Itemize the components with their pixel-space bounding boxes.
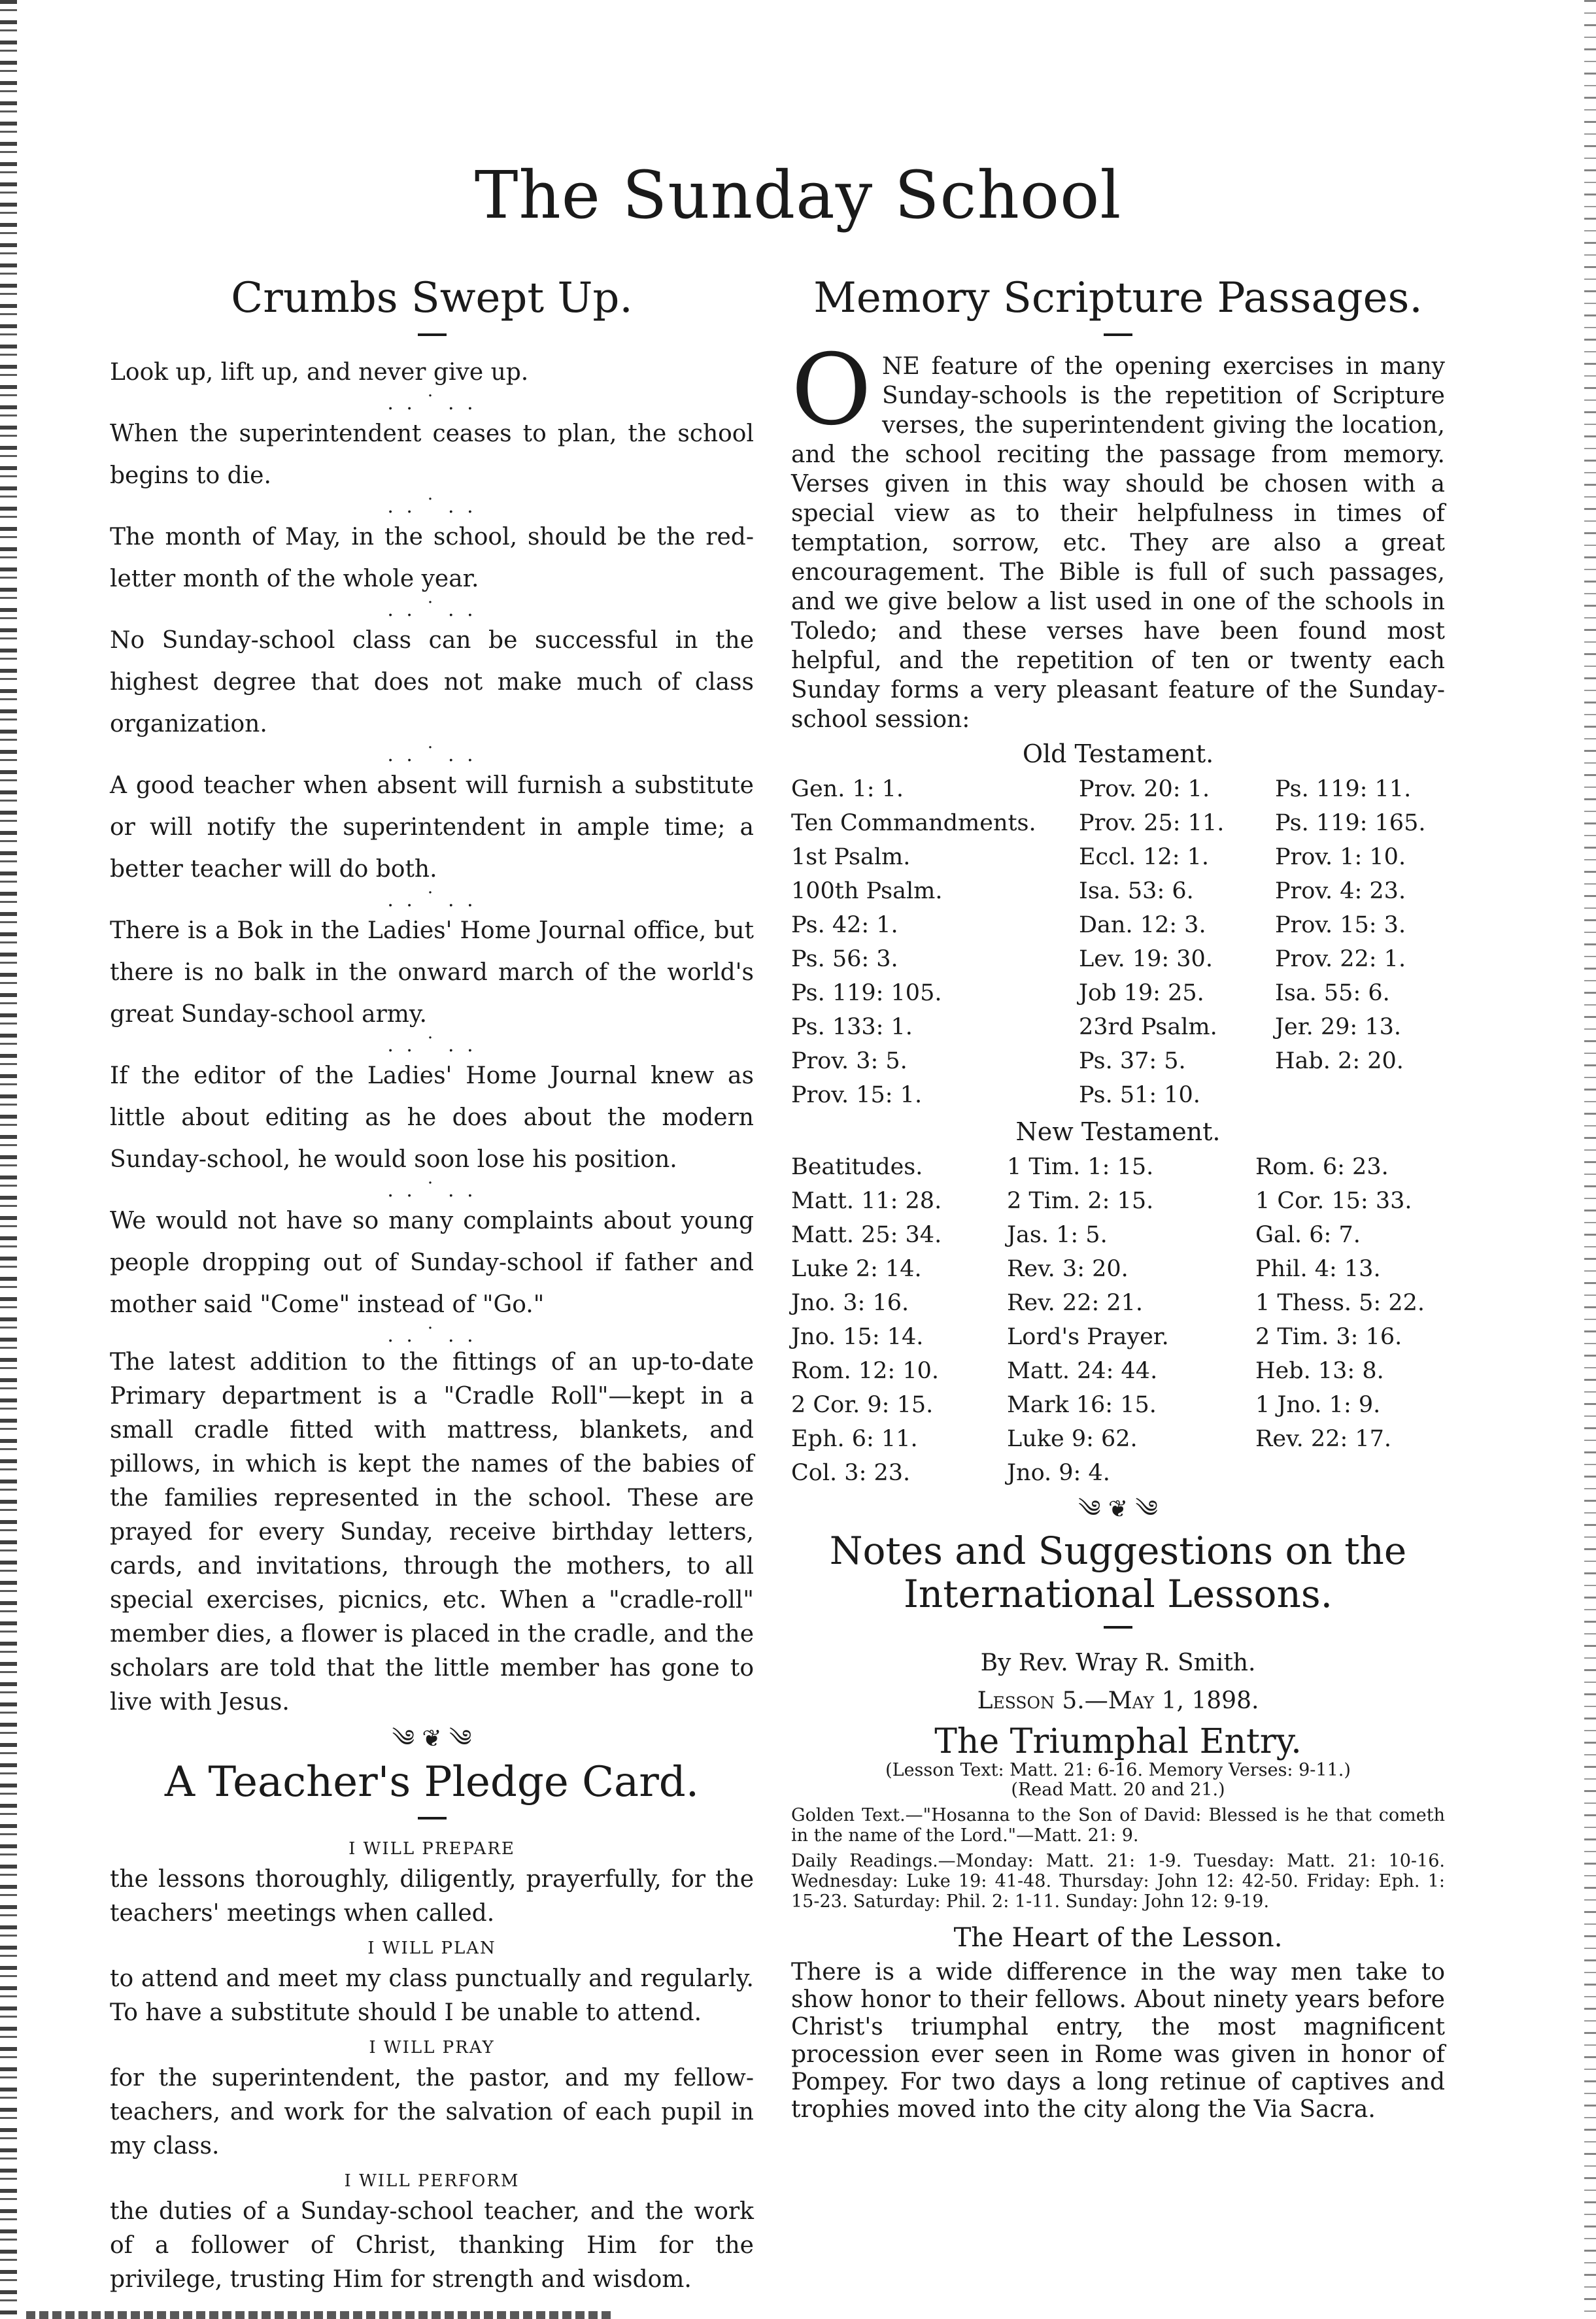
pledge-item-text: to attend and meet my class punctually and regularly. To have a substitute should I be unable to attend. [110, 1965, 754, 2027]
scripture-ref: Luke 2: 14. [791, 1255, 922, 1282]
scripture-ref: Isa. 55: 6. [1275, 979, 1390, 1006]
heading-rule [1104, 1626, 1132, 1629]
page-title: The Sunday School [474, 157, 1122, 233]
scripture-ref: 1 Jno. 1: 9. [1255, 1391, 1381, 1418]
separator-dots: . . ˙ . . [387, 888, 477, 911]
heart-heading: The Heart of the Lesson. [953, 1922, 1283, 1953]
scripture-ref [1275, 1078, 1445, 1112]
scripture-ref: 1st Psalm. [791, 843, 911, 870]
scripture-ref: Ps. 119: 11. [1275, 775, 1412, 802]
scripture-ref: Prov. 22: 1. [1275, 945, 1406, 972]
lesson-text-ref: (Lesson Text: Matt. 21: 6-16. Memory Verses: 9-11.) [885, 1759, 1351, 1780]
scripture-ref: 2 Cor. 9: 15. [791, 1391, 934, 1418]
scripture-ref [1255, 1456, 1445, 1490]
memory-heading: Memory Scripture Passages. [813, 274, 1423, 322]
crumb-paragraph: If the editor of the Ladies' Home Journal knew as little about editing as he does about the modern Sunday-school, he would soon lose his position. [110, 1062, 754, 1173]
scripture-ref: Rev. 22: 21. [1007, 1289, 1144, 1316]
scripture-ref: Jas. 1: 5. [1007, 1221, 1108, 1248]
crumb-paragraph: Look up, lift up, and never give up. [110, 358, 529, 386]
scripture-ref: Ps. 37: 5. [1079, 1047, 1186, 1074]
pledge-heading: A Teacher's Pledge Card. [164, 1757, 700, 1806]
pledge-item-text: the lessons thoroughly, diligently, prayerfully, for the teachers' meetings when called. [110, 1866, 754, 1927]
scripture-ref: Rev. 3: 20. [1007, 1255, 1129, 1282]
scripture-ref: Prov. 3: 5. [791, 1047, 908, 1074]
heading-rule [1104, 333, 1132, 336]
scripture-ref: Rev. 22: 17. [1255, 1425, 1392, 1452]
scripture-ref: Jno. 3: 16. [791, 1289, 909, 1316]
pledge-item-heading: I WILL PLAN [367, 1938, 496, 1959]
scripture-ref: Ps. 56: 3. [791, 945, 898, 972]
scripture-ref: Prov. 25: 11. [1079, 809, 1225, 836]
scripture-ref: Lev. 19: 30. [1079, 945, 1213, 972]
lesson-date: Lesson 5.—May 1, 1898. [977, 1687, 1259, 1714]
scan-edge-bottom [26, 2311, 615, 2319]
scripture-ref: Prov. 15: 3. [1275, 911, 1406, 938]
pledge-item-text: the duties of a Sunday-school teacher, and the work of a follower of Christ, thanking Him for the privilege, trusting Him for strength and wisdom. [110, 2198, 754, 2294]
scripture-ref: Matt. 24: 44. [1007, 1357, 1158, 1384]
scripture-ref: Isa. 53: 6. [1079, 877, 1194, 904]
scripture-ref: 1 Tim. 1: 15. [1007, 1153, 1154, 1180]
read-ref: (Read Matt. 20 and 21.) [1011, 1779, 1225, 1800]
scripture-ref: Mark 16: 15. [1007, 1391, 1157, 1418]
separator-dots: . . ˙ . . [387, 391, 477, 415]
new-testament-list [791, 1150, 1445, 1490]
scripture-ref: 23rd Psalm. [1079, 1013, 1217, 1040]
scripture-ref: Eccl. 12: 1. [1079, 843, 1210, 870]
memory-intro-text: NE feature of the opening exercises in many Sunday-schools is the repetition of Scripture verses, the superintendent giving the location, and the school reciting the passage from memory. Verses given in this way should be chosen with a special view as to their helpfulness in times of temptation, sorrow, etc. They are also a great encouragement. The Bible is full of such passages, and we give below a list used in one of the schools in Toledo; and these verses have been found most helpful, and the repetition of ten or twenty each Sunday forms a very pleasant feature of the Sunday-school session: [791, 352, 1445, 733]
scripture-ref: Ps. 119: 105. [791, 979, 942, 1006]
scripture-ref: Heb. 13: 8. [1255, 1357, 1384, 1384]
pledge-item-heading: I WILL PRAY [369, 2038, 495, 2058]
scripture-ref: Gen. 1: 1. [791, 775, 904, 802]
crumb-paragraph: We would not have so many complaints about young people dropping out of Sunday-school if father and mother said "Come" instead of "Go." [110, 1207, 754, 1318]
scripture-ref: Matt. 25: 34. [791, 1221, 942, 1248]
right-column [791, 275, 1445, 2124]
old-testament-heading: Old Testament. [1022, 739, 1214, 768]
scripture-ref: Job 19: 25. [1079, 979, 1204, 1006]
scripture-ref: Jer. 29: 13. [1275, 1013, 1401, 1040]
crumb-paragraph: There is a Bok in the Ladies' Home Journal office, but there is no balk in the onward march of the world's great Sunday-school army. [110, 917, 754, 1028]
separator-dots: . . ˙ . . [387, 1323, 477, 1347]
scripture-ref: Lord's Prayer. [1007, 1323, 1169, 1350]
scripture-ref: Col. 3: 23. [791, 1459, 911, 1486]
scan-edge-left [0, 0, 17, 2319]
scripture-ref: Ps. 51: 10. [1079, 1081, 1200, 1108]
scripture-ref: Phil. 4: 13. [1255, 1255, 1381, 1282]
scripture-ref: Prov. 4: 23. [1275, 877, 1406, 904]
separator-dots: . . ˙ . . [387, 494, 477, 518]
crumb-paragraph: When the superintendent ceases to plan, the school begins to die. [110, 420, 754, 489]
scripture-ref: 1 Thess. 5: 22. [1255, 1289, 1425, 1316]
heart-text: There is a wide difference in the way men take to show honor to their fellows. About ninety years before Christ's triumphal entry, the most magnificent procession ever seen in Rome was given in honor of Pompey. For two days a long retinue of captives and trophies moved into the city along the Via Sacra. [791, 1958, 1445, 2123]
left-column [110, 275, 754, 2297]
scripture-ref: Luke 9: 62. [1007, 1425, 1138, 1452]
separator-dots: . . ˙ . . [387, 743, 477, 766]
old-testament-list [791, 772, 1445, 1112]
lesson-title: The Triumphal Entry. [934, 1721, 1302, 1761]
golden-text: Golden Text.—"Hosanna to the Son of David: Blessed is he that cometh in the name of the Lord."—Matt. 21: 9. [791, 1804, 1445, 1846]
scripture-ref: Ps. 133: 1. [791, 1013, 913, 1040]
separator-dots: . . ˙ . . [387, 1178, 477, 1202]
scripture-ref: 2 Tim. 2: 15. [1007, 1187, 1154, 1214]
scripture-ref: 100th Psalm. [791, 877, 943, 904]
notes-heading: Notes and Suggestions on the International Lessons. [829, 1528, 1407, 1616]
scripture-ref: Eph. 6: 11. [791, 1425, 918, 1452]
crumb-paragraph: The month of May, in the school, should be the red-letter month of the whole year. [110, 523, 754, 592]
scripture-ref: Ps. 119: 165. [1275, 809, 1426, 836]
memory-intro [791, 333, 1445, 734]
scripture-ref: 1 Cor. 15: 33. [1255, 1187, 1412, 1214]
pledge-item-heading: I WILL PREPARE [348, 1839, 515, 1859]
new-testament-heading: New Testament. [1015, 1117, 1221, 1146]
ornament-icon: ༄ ❦ ༄ [392, 1725, 472, 1752]
scripture-ref: Prov. 20: 1. [1079, 775, 1210, 802]
scripture-ref: Beatitudes. [791, 1153, 923, 1180]
scripture-ref: Hab. 2: 20. [1275, 1047, 1404, 1074]
byline: By Rev. Wray R. Smith. [980, 1649, 1256, 1676]
scripture-ref: Ps. 42: 1. [791, 911, 898, 938]
scripture-ref: Prov. 15: 1. [791, 1081, 923, 1108]
scripture-ref: Ten Commandments. [791, 809, 1036, 836]
heading-rule [418, 1817, 447, 1820]
scripture-ref: Gal. 6: 7. [1255, 1221, 1361, 1248]
crumbs-heading: Crumbs Swept Up. [231, 274, 633, 322]
scripture-ref: Matt. 11: 28. [791, 1187, 942, 1214]
scripture-ref: Rom. 12: 10. [791, 1357, 939, 1384]
scripture-ref: Prov. 1: 10. [1275, 843, 1406, 870]
scripture-ref: Jno. 15: 14. [791, 1323, 924, 1350]
crumb-paragraph: The latest addition to the fittings of an up-to-date Primary department is a "Cradle Roll"—kept in a small cradle fitted with mattress, blankets, and pillows, in which is kept the names of the babies of the families represented in the school. These are prayed for every Sunday, receive birthday letters, cards, and invitations, through the mothers, to all special exercises, picnics, etc. When a "cradle-roll" member dies, a flower is placed in the cradle, and the scholars are told that the little member has gone to live with Jesus. [110, 1348, 754, 1716]
scripture-ref: Dan. 12: 3. [1079, 911, 1206, 938]
pledge-item-text: for the superintendent, the pastor, and my fellow-teachers, and work for the salvation of each pupil in my class. [110, 2065, 754, 2160]
separator-dots: . . ˙ . . [387, 1033, 477, 1057]
pledge-item-heading: I WILL PERFORM [344, 2171, 520, 2192]
ornament-icon: ༄ ❦ ༄ [1078, 1495, 1158, 1523]
heading-rule [418, 333, 447, 336]
separator-dots: . . ˙ . . [387, 598, 477, 621]
scripture-ref: 2 Tim. 3: 16. [1255, 1323, 1402, 1350]
scripture-ref: Rom. 6: 23. [1255, 1153, 1389, 1180]
scripture-ref: Jno. 9: 4. [1007, 1459, 1110, 1486]
daily-readings: Daily Readings.—Monday: Matt. 21: 1-9. Tuesday: Matt. 21: 10-16. Wednesday: Luke 19: 41-48. Thursday: John 12: 42-50. Friday: Eph. 1: 15-23. Saturday: Phil. 2: 1-11. Sunday: John 12: 9-19. [791, 1850, 1445, 1912]
drop-cap: O [791, 333, 872, 447]
crumb-paragraph: No Sunday-school class can be successful in the highest degree that does not make much of class organization. [110, 626, 754, 737]
scan-edge-right [1584, 0, 1596, 2319]
crumb-paragraph: A good teacher when absent will furnish a substitute or will notify the superintendent in ample time; a better teacher will do both. [110, 771, 754, 883]
